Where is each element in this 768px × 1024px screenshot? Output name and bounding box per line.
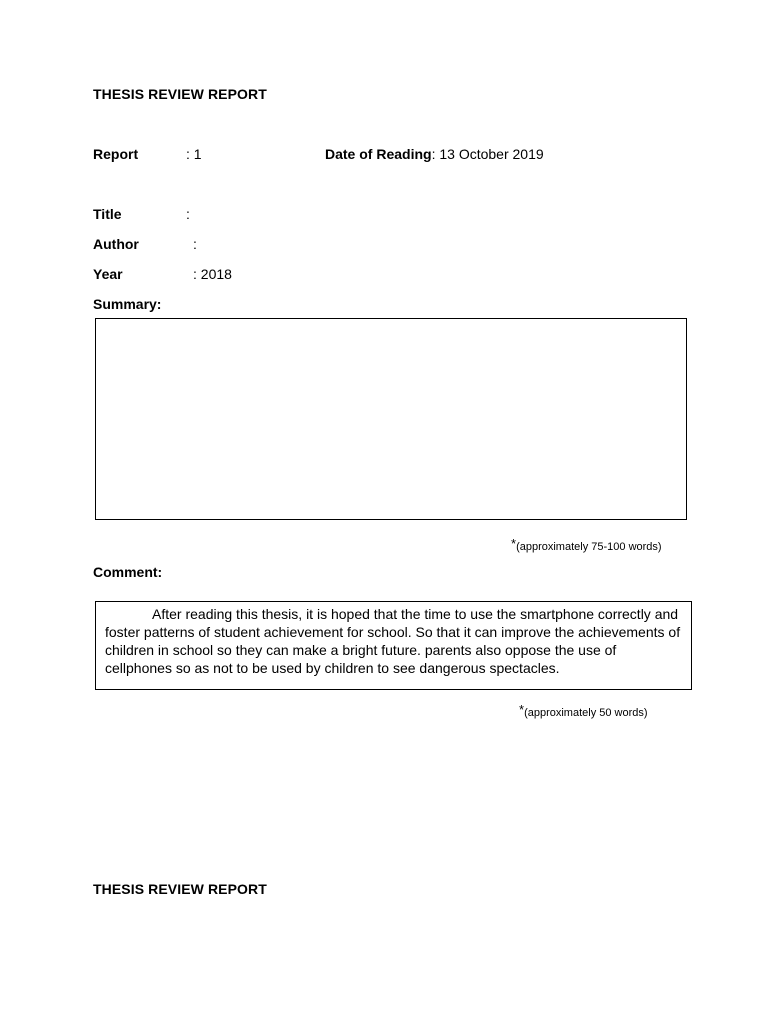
report-label: Report <box>93 146 139 162</box>
summary-note-star: * <box>511 536 517 551</box>
summary-box <box>95 318 687 520</box>
year-value: : 2018 <box>193 266 232 282</box>
date-value: : 13 October 2019 <box>431 146 544 162</box>
title-label: Title <box>93 206 122 222</box>
author-label: Author <box>93 236 139 252</box>
title-value: : <box>186 206 190 222</box>
date-of-reading <box>325 146 544 162</box>
summary-label: Summary: <box>93 296 162 312</box>
date-label: Date of Reading <box>325 146 432 162</box>
comment-text: After reading this thesis, it is hoped that the time to use the smartphone correctly and foster patterns of student achievement for school. So that it can improve the achievements of children in school so they can make a bright future. parents also oppose the use of cellphones so as not to be used by children to see dangerous spectacles. <box>105 606 681 676</box>
summary-word-note <box>511 536 662 553</box>
report-value: : 1 <box>186 146 202 162</box>
comment-box <box>95 601 692 690</box>
summary-note-text: (approximately 75-100 words) <box>516 541 662 553</box>
year-label: Year <box>93 266 123 282</box>
comment-label: Comment: <box>93 564 163 580</box>
comment-note-star: * <box>519 702 525 717</box>
next-page-title: THESIS REVIEW REPORT <box>93 881 267 897</box>
author-value: : <box>193 236 197 252</box>
comment-word-note <box>519 702 648 719</box>
page-title: THESIS REVIEW REPORT <box>93 86 267 102</box>
comment-note-text: (approximately 50 words) <box>524 707 648 719</box>
